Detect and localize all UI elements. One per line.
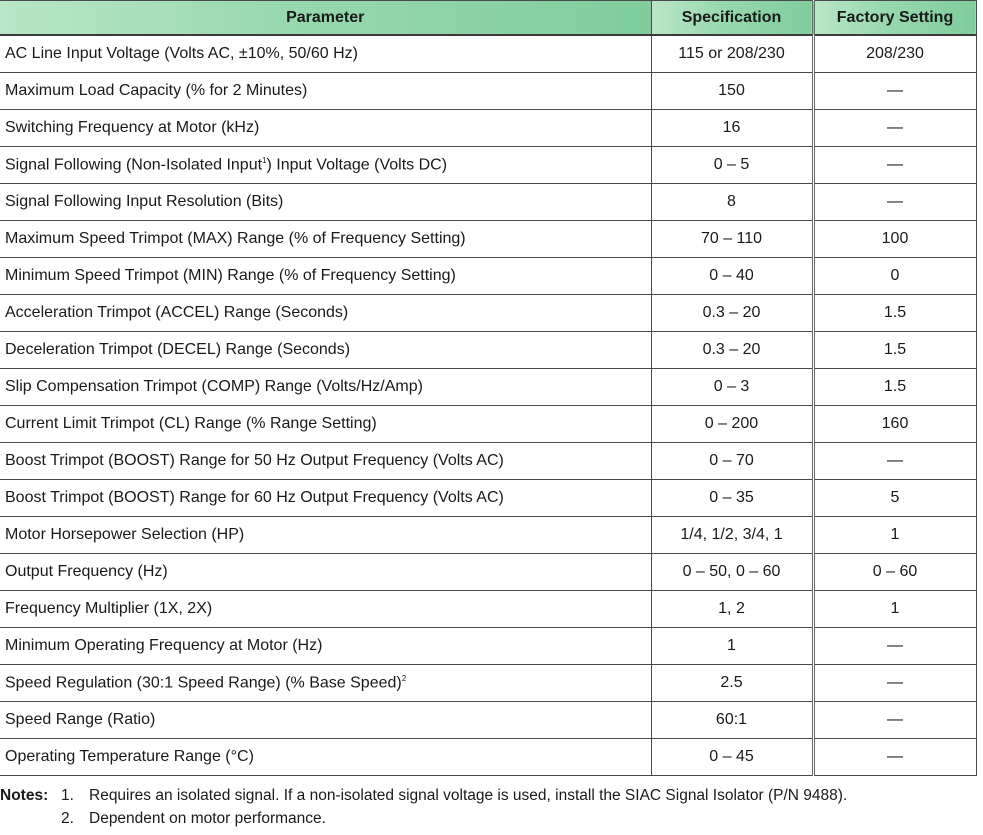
cell-parameter — [0, 406, 651, 443]
cell-factory-setting: 208/230 — [813, 35, 976, 73]
cell-parameter — [0, 221, 651, 258]
notes — [0, 784, 983, 830]
cell-factory-setting: 1 — [813, 517, 976, 554]
cell-factory-setting: — — [813, 443, 976, 480]
table-row — [0, 702, 976, 739]
note-number: 1. — [61, 787, 74, 804]
table-row — [0, 406, 976, 443]
table-row — [0, 591, 976, 628]
note-item — [0, 807, 983, 830]
cell-specification: 8 — [651, 184, 813, 221]
cell-parameter — [0, 517, 651, 554]
footnote-marker: 1 — [262, 155, 267, 165]
cell-factory-setting: 5 — [813, 480, 976, 517]
cell-parameter — [0, 35, 651, 73]
table-row — [0, 628, 976, 665]
parameter-text: Signal Following (Non-Isolated Input — [5, 156, 263, 174]
cell-parameter — [0, 702, 651, 739]
cell-specification: 0 – 35 — [651, 480, 813, 517]
table-row — [0, 221, 976, 258]
cell-factory-setting: 0 – 60 — [813, 554, 976, 591]
cell-factory-setting: — — [813, 628, 976, 665]
table-row — [0, 35, 976, 73]
table-row — [0, 110, 976, 147]
cell-specification: 2.5 — [651, 665, 813, 702]
cell-factory-setting: 1 — [813, 591, 976, 628]
parameter-text: Maximum Speed Trimpot (MAX) Range (% of Frequency Setting) — [5, 230, 466, 247]
table-row — [0, 517, 976, 554]
parameter-text: Speed Regulation (30:1 Speed Range) (% Base Speed) — [5, 674, 402, 692]
cell-specification: 0 – 45 — [651, 739, 813, 776]
table-body — [0, 35, 976, 776]
cell-parameter — [0, 295, 651, 332]
cell-factory-setting: 1.5 — [813, 369, 976, 406]
table-row — [0, 258, 976, 295]
parameter-text: Frequency Multiplier (1X, 2X) — [5, 600, 213, 617]
cell-parameter — [0, 480, 651, 517]
cell-specification: 70 – 110 — [651, 221, 813, 258]
cell-specification: 150 — [651, 73, 813, 110]
cell-parameter — [0, 591, 651, 628]
cell-parameter — [0, 184, 651, 221]
table-row — [0, 184, 976, 221]
footnote-marker: 2 — [401, 673, 407, 683]
cell-factory-setting: — — [813, 665, 976, 702]
cell-parameter — [0, 739, 651, 776]
cell-factory-setting: — — [813, 147, 976, 184]
note-text: Requires an isolated signal. If a non-isolated signal voltage is used, install the SIAC Signal Isolator (P/N 9488). — [89, 787, 848, 804]
cell-parameter — [0, 258, 651, 295]
cell-factory-setting: — — [813, 702, 976, 739]
table-row — [0, 295, 976, 332]
parameter-text: Minimum Speed Trimpot (MIN) Range (% of Frequency Setting) — [5, 267, 456, 284]
table-header-row — [0, 1, 976, 36]
cell-factory-setting: — — [813, 73, 976, 110]
parameter-text-suffix: ) Input Voltage (Volts DC) — [266, 156, 448, 174]
table-row — [0, 332, 976, 369]
header-parameter: Parameter — [0, 1, 651, 36]
cell-specification: 0 – 3 — [651, 369, 813, 406]
cell-specification: 1, 2 — [651, 591, 813, 628]
parameter-text: Slip Compensation Trimpot (COMP) Range (Volts/Hz/Amp) — [5, 378, 423, 395]
cell-specification: 1/4, 1/2, 3/4, 1 — [651, 517, 813, 554]
cell-factory-setting: 1.5 — [813, 295, 976, 332]
note-text: Dependent on motor performance. — [89, 810, 326, 827]
cell-specification: 115 or 208/230 — [651, 35, 813, 73]
cell-specification: 0 – 50, 0 – 60 — [651, 554, 813, 591]
note-number: 2. — [61, 810, 74, 827]
cell-factory-setting: — — [813, 110, 976, 147]
cell-specification: 0 – 70 — [651, 443, 813, 480]
cell-specification: 16 — [651, 110, 813, 147]
header-specification: Specification — [651, 1, 813, 36]
table-row — [0, 480, 976, 517]
parameter-text: Output Frequency (Hz) — [5, 563, 168, 580]
cell-parameter — [0, 147, 651, 184]
table-row — [0, 665, 976, 702]
cell-specification: 0.3 – 20 — [651, 332, 813, 369]
cell-specification: 0 – 200 — [651, 406, 813, 443]
table-row — [0, 554, 976, 591]
note-item — [0, 784, 983, 807]
cell-parameter — [0, 628, 651, 665]
table-row — [0, 739, 976, 776]
parameter-text: Boost Trimpot (BOOST) Range for 60 Hz Output Frequency (Volts AC) — [5, 489, 504, 506]
parameter-text: Operating Temperature Range (°C) — [5, 748, 254, 765]
cell-parameter — [0, 332, 651, 369]
parameter-text: Deceleration Trimpot (DECEL) Range (Seconds) — [5, 341, 351, 358]
table-row — [0, 147, 976, 184]
parameter-text: Acceleration Trimpot (ACCEL) Range (Seconds) — [5, 304, 349, 321]
cell-parameter — [0, 73, 651, 110]
cell-specification: 0.3 – 20 — [651, 295, 813, 332]
parameter-text: Maximum Load Capacity (% for 2 Minutes) — [5, 82, 308, 99]
cell-parameter — [0, 443, 651, 480]
table-row — [0, 73, 976, 110]
cell-factory-setting: — — [813, 739, 976, 776]
parameter-text: Switching Frequency at Motor (kHz) — [5, 119, 260, 136]
cell-specification: 0 – 40 — [651, 258, 813, 295]
cell-parameter — [0, 665, 651, 702]
parameter-text: Signal Following Input Resolution (Bits) — [5, 193, 284, 210]
table-row — [0, 369, 976, 406]
notes-label: Notes: — [0, 787, 49, 804]
parameter-text: AC Line Input Voltage (Volts AC, ±10%, 50/60 Hz) — [5, 45, 358, 62]
cell-factory-setting: 1.5 — [813, 332, 976, 369]
cell-factory-setting: 0 — [813, 258, 976, 295]
cell-specification: 60:1 — [651, 702, 813, 739]
cell-specification: 1 — [651, 628, 813, 665]
cell-parameter — [0, 554, 651, 591]
parameter-text: Motor Horsepower Selection (HP) — [5, 526, 245, 543]
parameter-text: Speed Range (Ratio) — [5, 711, 156, 728]
cell-factory-setting: 160 — [813, 406, 976, 443]
parameter-text: Current Limit Trimpot (CL) Range (% Range Setting) — [5, 415, 377, 432]
cell-parameter — [0, 369, 651, 406]
table-row — [0, 443, 976, 480]
cell-factory-setting: 100 — [813, 221, 976, 258]
cell-factory-setting: — — [813, 184, 976, 221]
header-factory-setting: Factory Setting — [813, 1, 976, 36]
parameter-text: Minimum Operating Frequency at Motor (Hz) — [5, 637, 323, 654]
parameter-text: Boost Trimpot (BOOST) Range for 50 Hz Output Frequency (Volts AC) — [5, 452, 504, 469]
cell-specification: 0 – 5 — [651, 147, 813, 184]
cell-parameter — [0, 110, 651, 147]
